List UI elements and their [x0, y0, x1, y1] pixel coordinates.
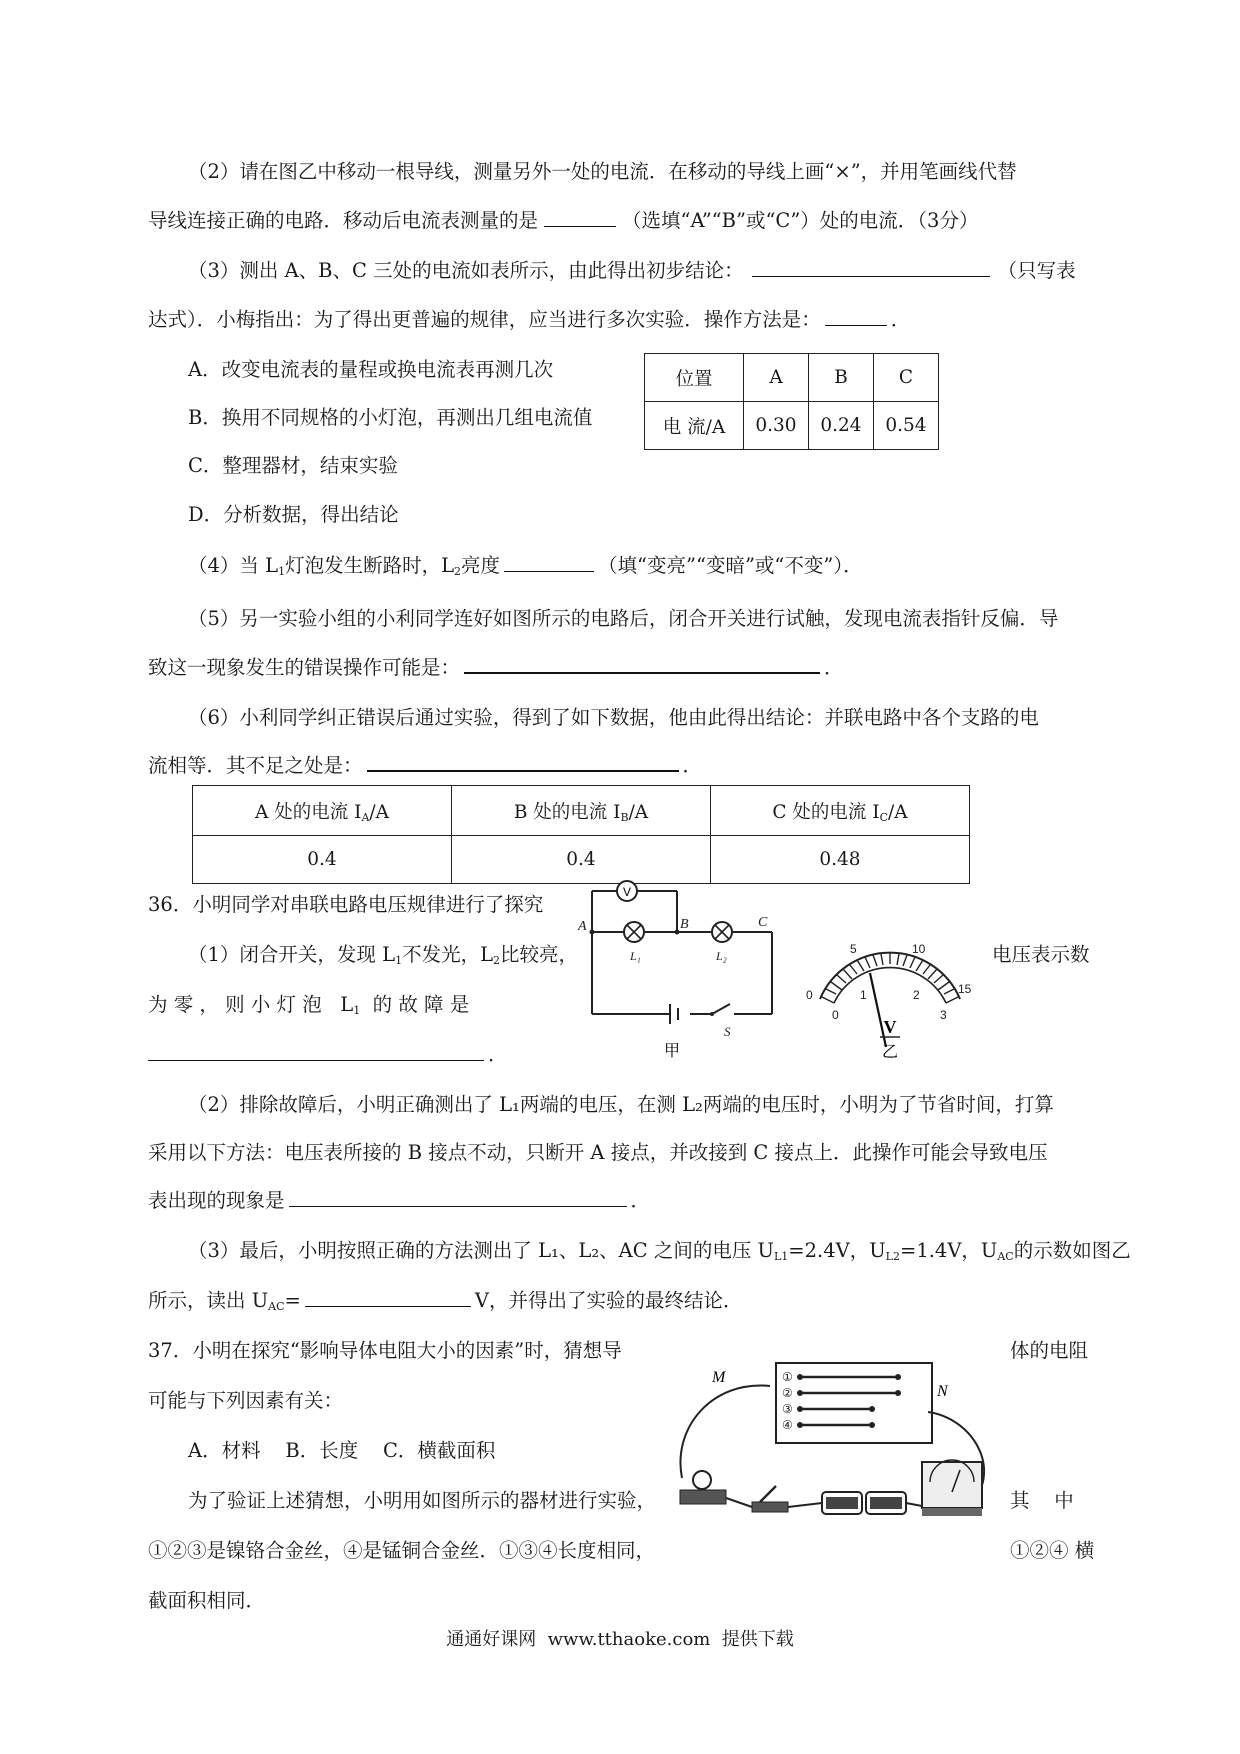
voltmeter-dial-figure — [790, 915, 990, 1060]
fig-jia-v: V — [622, 885, 632, 899]
q37-line3: A．材料 B．长度 C．横截面积 — [188, 1439, 496, 1462]
lamp-l1-icon — [624, 922, 644, 942]
q36-p2-line1: （2）排除故障后，小明正确测出了 L₁两端的电压，在测 L₂两端的电压时，小明为了节省时间，打算 — [188, 1093, 1054, 1116]
table-header-cell: B — [809, 354, 874, 402]
q36-p1-line2 — [148, 990, 469, 1026]
table-header-cell: A — [744, 354, 809, 402]
q37-line1a: 37．小明在探究“影响导体电阻大小的因素”时，猜想导 — [148, 1339, 622, 1362]
q35-p4-text: （4）当 L — [188, 554, 279, 577]
switch-icon — [752, 1486, 788, 1512]
blank-q36-p1[interactable] — [148, 1042, 484, 1061]
q36-text: 所示，读出 U — [148, 1289, 269, 1312]
q35-p4 — [188, 551, 863, 587]
current-table-1 — [644, 353, 939, 450]
bulb-icon — [680, 1471, 726, 1504]
q37-line6: 截面积相同． — [148, 1589, 266, 1612]
dial-inner-3: 3 — [940, 1008, 947, 1022]
blank-q35-p3-method[interactable] — [825, 307, 887, 326]
q37-line5b: ①②④ 横 — [1010, 1539, 1095, 1562]
q36-p3-line2 — [148, 1286, 742, 1322]
wire-1-label: ① — [782, 1370, 793, 1384]
q36-text: =2.4V，U — [788, 1239, 886, 1262]
q36-text: 不发光，L — [402, 943, 494, 966]
table-row — [193, 786, 970, 836]
lamp-l2-icon — [712, 922, 732, 942]
q36-p2-line2: 采用以下方法：电压表所接的 B 接点不动，只断开 A 接点，并改接到 C 接点上．此操作可能会导致电压 — [148, 1141, 1048, 1164]
fig-yi-caption: 乙 — [881, 1042, 899, 1060]
q35-p6-line1: （6）小利同学纠正错误后通过实验，得到了如下数据，他由此得出结论：并联电路中各个支路的电 — [188, 706, 1039, 729]
ammeter-icon — [922, 1460, 982, 1516]
q35-p4-text: 灯泡发生断路时，L — [285, 554, 455, 577]
subscript: C — [879, 810, 889, 824]
node-a-label: A — [578, 919, 587, 934]
subscript: 1 — [395, 954, 403, 967]
q36-p1-line3 — [148, 1040, 508, 1070]
table-header-cell: 位置 — [645, 354, 744, 402]
subscript: 1 — [278, 565, 286, 578]
q35-option-c: C．整理器材，结束实验 — [188, 454, 398, 477]
current-table-2 — [192, 785, 970, 884]
dial-inner-2: 2 — [913, 988, 920, 1002]
q35-option-b: B．换用不同规格的小灯泡，再测出几组电流值 — [188, 406, 593, 429]
q36-text: V，并得出了实验的最终结论． — [474, 1289, 743, 1312]
dial-tick-15: 15 — [958, 982, 972, 996]
blank-q35-p2[interactable] — [544, 208, 616, 227]
subscript: L2 — [885, 1250, 900, 1263]
dial-tick-5: 5 — [850, 942, 857, 956]
lead-m — [680, 1385, 770, 1478]
node-b-label: B — [680, 917, 689, 932]
blank-q35-p3-formula[interactable] — [752, 258, 990, 277]
q37-line4b: 其 中 — [1010, 1489, 1074, 1512]
blank-q35-p6[interactable] — [367, 752, 679, 772]
blank-q36-p2[interactable] — [289, 1188, 627, 1207]
table-cell: 0.54 — [874, 402, 939, 450]
q35-p5-line2 — [148, 653, 844, 683]
table-header-cell — [711, 786, 970, 836]
q36-text: 表出现的现象是 — [148, 1189, 285, 1212]
q36-title: 36．小明同学对串联电路电压规律进行了探究 — [148, 893, 544, 916]
header-text: /A — [628, 801, 649, 823]
table-header-cell: C — [874, 354, 939, 402]
q35-p3-line2a: 达式）．小梅指出：为了得出更普遍的规律，应当进行多次实验．操作方法是： — [148, 308, 821, 331]
dial-inner-1: 1 — [860, 988, 867, 1002]
fig-jia-caption: 甲 — [663, 1041, 681, 1060]
q35-p6-line2 — [148, 751, 702, 781]
q35-p4-text: 亮度 — [461, 554, 501, 577]
q36-text: ． — [488, 1043, 508, 1066]
subscript: AC — [268, 1300, 285, 1313]
q35-p3-line2 — [148, 305, 910, 335]
subscript: 2 — [454, 565, 462, 578]
table-cell: 0.30 — [744, 402, 809, 450]
q36-text: 为 零 ， 则 小 灯 泡 L — [148, 993, 354, 1016]
q35-p4-text: （填“变亮”“变暗”或“不变”）． — [598, 554, 863, 577]
q37-line4a: 为了验证上述猜想，小明用如图所示的器材进行实验， — [188, 1489, 657, 1512]
header-text: B 处的电流 I — [513, 801, 621, 823]
switch-label: S — [724, 1024, 731, 1039]
q36-text: = — [284, 1289, 301, 1312]
q35-p6-text: 流相等．其不足之处是： — [148, 754, 363, 777]
q35-p6-text: ． — [682, 754, 703, 777]
node-c-label: C — [758, 915, 768, 930]
table-row — [645, 402, 939, 450]
q36-p2-line3 — [148, 1186, 650, 1216]
table-cell: 0.48 — [711, 836, 970, 884]
table-cell: 0.4 — [452, 836, 711, 884]
q36-text: 的 故 障 是 — [360, 993, 470, 1016]
series-circuit-figure — [572, 880, 786, 1062]
q36-text: ． — [630, 1189, 651, 1212]
dial-tick-10: 10 — [912, 942, 926, 956]
q36-text: （3）最后，小明按照正确的方法测出了 L₁、L₂、AC 之间的电压 U — [188, 1239, 774, 1262]
q36-p1-line1 — [188, 940, 578, 976]
q36-text: =1.4V，U — [899, 1239, 998, 1262]
wire-2-label: ② — [782, 1386, 793, 1400]
resistance-apparatus-figure — [672, 1358, 1008, 1548]
q35-p2-line1: （2）请在图乙中移动一根导线，测量另外一处的电流．在移动的导线上画“×”，并用笔画线代替 — [188, 160, 1017, 183]
dial-inner-0: 0 — [832, 1008, 839, 1022]
q35-p5-text: 致这一现象发生的错误操作可能是： — [148, 656, 461, 679]
q35-p3-line1b: （只写表 — [997, 259, 1076, 282]
q37-line5a: ①②③是镍铬合金丝，④是锰铜合金丝．①③④长度相同， — [148, 1539, 656, 1562]
header-text: /A — [369, 801, 389, 823]
header-text: A 处的电流 I — [255, 801, 362, 823]
subscript: AC — [997, 1250, 1014, 1263]
q36-text: 的示数如图乙 — [1013, 1239, 1131, 1262]
wire-3-label: ③ — [782, 1402, 793, 1416]
subscript: 2 — [493, 954, 501, 967]
dial-tick-0: 0 — [806, 988, 813, 1002]
table-row — [645, 354, 939, 402]
subscript: A — [361, 810, 370, 824]
q37-line1b: 体的电阻 — [1010, 1339, 1089, 1362]
q36-text: 比较亮， — [500, 943, 579, 966]
table-header-cell — [452, 786, 711, 836]
q35-p5-text: ． — [824, 656, 844, 679]
battery-icon — [822, 1492, 906, 1514]
q35-p2-line2b: （选填“A”“B”或“C”）处的电流．（3分） — [622, 209, 979, 232]
q35-option-d: D．分析数据，得出结论 — [188, 503, 399, 526]
footer-source: 通通好课网 www.tthaoke.com 提供下载 — [446, 1629, 794, 1650]
q35-p2-line2a: 导线连接正确的电路．移动后电流表测量的是 — [148, 209, 539, 232]
blank-q36-p3[interactable] — [305, 1288, 471, 1307]
q35-p3-line1a: （3）测出 A、B、C 三处的电流如表所示，由此得出初步结论： — [188, 259, 744, 282]
q35-option-a: A．改变电流表的量程或换电流表再测几次 — [188, 358, 554, 381]
subscript: 1 — [353, 1004, 361, 1017]
q35-p5-line1: （5）另一实验小组的小利同学连好如图所示的电路后，闭合开关进行试触，发现电流表指针反偏．导 — [188, 607, 1059, 630]
q36-p3-line1 — [188, 1236, 1131, 1272]
blank-q35-p4[interactable] — [504, 553, 594, 572]
header-text: C 处的电流 I — [772, 801, 880, 823]
header-text: /A — [888, 801, 908, 823]
table-cell: 0.24 — [809, 402, 874, 450]
q37-line2: 可能与下列因素有关： — [148, 1389, 344, 1412]
table-header-cell — [193, 786, 452, 836]
lamp-l1-label: L₁ — [630, 949, 641, 963]
table-row-label: 电 流/A — [645, 402, 744, 450]
clip-n-label: N — [937, 1383, 948, 1400]
q36-p1-right: 电压表示数 — [992, 943, 1090, 966]
q35-p2-line2 — [148, 206, 978, 236]
table-cell: 0.4 — [193, 836, 452, 884]
wire-4-label: ④ — [782, 1418, 793, 1432]
dial-unit: V — [883, 1017, 897, 1037]
lamp-l2-label: L₂ — [716, 949, 727, 963]
q36-text: （1）闭合开关，发现 L — [188, 943, 396, 966]
subscript: L1 — [773, 1250, 789, 1263]
q35-p3-line1 — [188, 256, 1076, 286]
clip-m-label: M — [712, 1369, 726, 1386]
q35-p3-line2b: ． — [890, 308, 911, 331]
subscript: B — [620, 810, 629, 824]
blank-q35-p5[interactable] — [464, 654, 820, 674]
table-row — [193, 836, 970, 884]
